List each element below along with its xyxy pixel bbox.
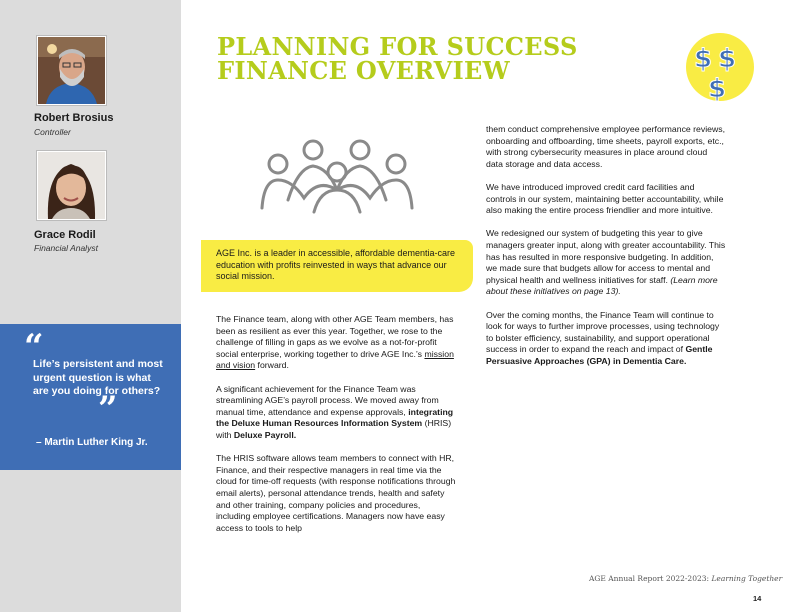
team-member-name: Grace Rodil [34, 229, 96, 241]
team-member-role: Financial Analyst [34, 243, 98, 253]
paragraph: We have introduced improved credit card facilities and controls in our system, maintaining better accountability, while also making the entire process friendlier and more intuitive. [486, 181, 724, 216]
svg-text:$: $ [718, 44, 737, 74]
text: (HRIS) with [216, 418, 452, 440]
text: We redesigned our system of budgeting this year to give managers greater input, along with greater accountability. This has has resulted in more responsive budgeting. In addition, we made sure that budgets allow for access to mental and physical health and wellness initiatives for staff. [486, 228, 726, 285]
footer-italic: Learning Together [711, 574, 783, 583]
text-bold: Gentle Persuasive Approaches (GPA) in Dementia Care. [486, 344, 713, 366]
text-bold: Deluxe Payroll. [233, 429, 297, 440]
text: The Finance team, along with other AGE Team members, has been as resilient as ever this year. Together, we rose to the challenge of filling in gaps as we evolve as a not-for-profit social enterprise, working together to drive AGE Inc.’s [216, 314, 454, 359]
title-line-1: PLANNING FOR SUCCESS [217, 32, 578, 61]
dollar-signs-icon [684, 33, 756, 110]
footer [589, 574, 782, 583]
mission-vision-link[interactable]: mission and vision [216, 348, 454, 371]
text: A significant achievement for the Finance Team was streamlining AGE’s payroll process. We moved away from manual time, attendance and expense approvals, [216, 383, 439, 417]
page-title [217, 32, 578, 85]
team-member-role: Controller [34, 127, 71, 137]
quote-box [0, 324, 181, 470]
team-people-icon [258, 138, 416, 221]
title-line-2: FINANCE OVERVIEW [217, 56, 510, 85]
text-bold: integrating the Deluxe Human Resources Information System [216, 406, 454, 429]
text: Over the coming months, the Finance Team will continue to look for ways to further improve processes, using technology to bolster efficiency, sustainability, and support operational success in order to expand the reach and impact of [486, 309, 720, 355]
text: forward. [255, 360, 289, 371]
team-member-name: Robert Brosius [34, 112, 114, 124]
paragraph [216, 384, 456, 442]
page-number: 14 [753, 594, 762, 603]
open-quote-icon: “ [24, 327, 44, 367]
footer-text: AGE Annual Report 2022-2023: [589, 574, 712, 583]
grace-rodil-photo [37, 151, 106, 220]
svg-text:$: $ [708, 74, 727, 104]
paragraph [216, 314, 456, 372]
close-quote-icon: ” [98, 389, 118, 429]
text-italic: (Learn more about these initiatives on page 13). [486, 274, 718, 297]
paragraph: them conduct comprehensive employee performance reviews, onboarding and offboarding, time sheets, payroll exports, etc., with strong cybersecurity measures in place around cloud data storage and data access. [486, 124, 726, 169]
mission-highlight-text: AGE Inc. is a leader in accessible, affordable dementia-care education with profits reinvested in ways that advance our social mission. [216, 248, 455, 281]
paragraph [486, 228, 726, 298]
svg-text:$: $ [694, 44, 713, 74]
paragraph: The HRIS software allows team members to connect with HR, Finance, and their respective managers in real time via the cloud for time-off requests (with response notifications through email alerts), personal attendance trends, health and safety and other training, company policies and procedures, including employee certifications. Managers now have easy access to tools to help [216, 453, 456, 533]
paragraph [486, 310, 726, 368]
quote-text: Life’s persistent and most urgent question is what are you doing for others? [33, 358, 163, 397]
right-text-column [486, 124, 726, 379]
left-text-column [216, 314, 456, 546]
quote-author: – Martin Luther King Jr. [36, 437, 148, 448]
robert-brosius-photo [37, 36, 106, 105]
